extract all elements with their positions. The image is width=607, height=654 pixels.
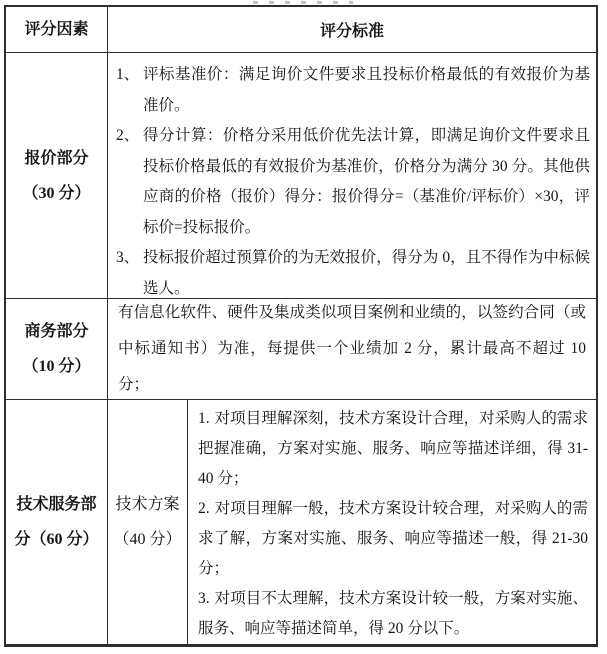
item-text: 得分计算：价格分采用低价优先法计算，即满足询价文件要求且投标价格最低的有效报价为基准价，价格分为满分 30 分。其他供应商的价格（报价）得分：报价得分=（基准价/评标价）×30，评标价=投标报价。 — [143, 127, 590, 236]
item-marker: 2、 — [116, 127, 140, 144]
business-factor-cell — [6, 299, 108, 399]
technical-subfactor-cell — [108, 400, 188, 644]
item-text: 对项目理解一般，技术方案设计较合理，对采购人的需求了解，方案对实施、服务、响应等描述一般，得 21-30 分； — [198, 500, 588, 577]
item-marker: 1、 — [116, 66, 140, 83]
technical-item-3 — [198, 584, 588, 644]
technical-item-1 — [198, 404, 588, 494]
technical-factor-cell — [6, 400, 108, 644]
technical-item-2 — [198, 494, 588, 584]
item-text: 对项目不太理解，技术方案设计较一般，方案对实施、服务、响应等描述简单，得 20 分以下。 — [198, 590, 588, 637]
item-marker: 3、 — [116, 249, 140, 266]
row-price — [6, 52, 596, 298]
business-factor-line1: 商务部分 — [24, 323, 89, 340]
technical-factor-line2: 分（60 分） — [14, 531, 99, 548]
item-marker: 1. — [198, 410, 210, 427]
clipped-text-artifact — [253, 1, 353, 4]
header-factor-cell — [6, 7, 108, 52]
header-factor-label: 评分因素 — [24, 21, 89, 38]
item-text: 对项目理解深刻，技术方案设计合理，对采购人的需求把握准确，方案对实施、服务、响应等描述详细，得 31-40 分； — [198, 410, 588, 487]
technical-factor-line1: 技术服务部 — [16, 496, 97, 513]
item-marker: 3. — [198, 590, 210, 607]
price-factor-line1: 报价部分 — [24, 149, 89, 167]
business-factor-line2: （10 分） — [22, 358, 91, 375]
row-business — [6, 298, 596, 399]
item-text: 投标报价超过预算价的为无效报价，得分为 0，且不得作为中标候选人。 — [143, 249, 590, 297]
technical-subfactor-line2: （40 分） — [113, 531, 182, 548]
price-factor-line2: （30 分） — [22, 184, 91, 202]
table-header-row — [6, 7, 596, 52]
price-item-2 — [116, 121, 590, 243]
header-criteria-cell — [108, 7, 596, 52]
row-technical — [6, 399, 596, 644]
price-item-1 — [116, 60, 590, 121]
header-criteria-label: 评分标准 — [319, 23, 384, 40]
scoring-table — [4, 5, 598, 647]
price-criteria-cell — [108, 53, 596, 298]
technical-criteria-cell — [188, 400, 596, 644]
business-criteria-cell — [108, 299, 596, 399]
technical-subfactor-line1: 技术方案 — [115, 496, 180, 513]
business-criteria-text: 有信息化软件、硬件及集成类似项目案例和业绩的，以签约合同（或中标通知书）为准，每提供一个业绩加 2 分，累计最高不超过 10 分； — [118, 304, 586, 393]
price-factor-cell — [6, 53, 108, 298]
item-text: 评标基准价：满足询价文件要求且投标价格最低的有效报价为基准价。 — [143, 66, 590, 114]
item-marker: 2. — [198, 500, 210, 517]
